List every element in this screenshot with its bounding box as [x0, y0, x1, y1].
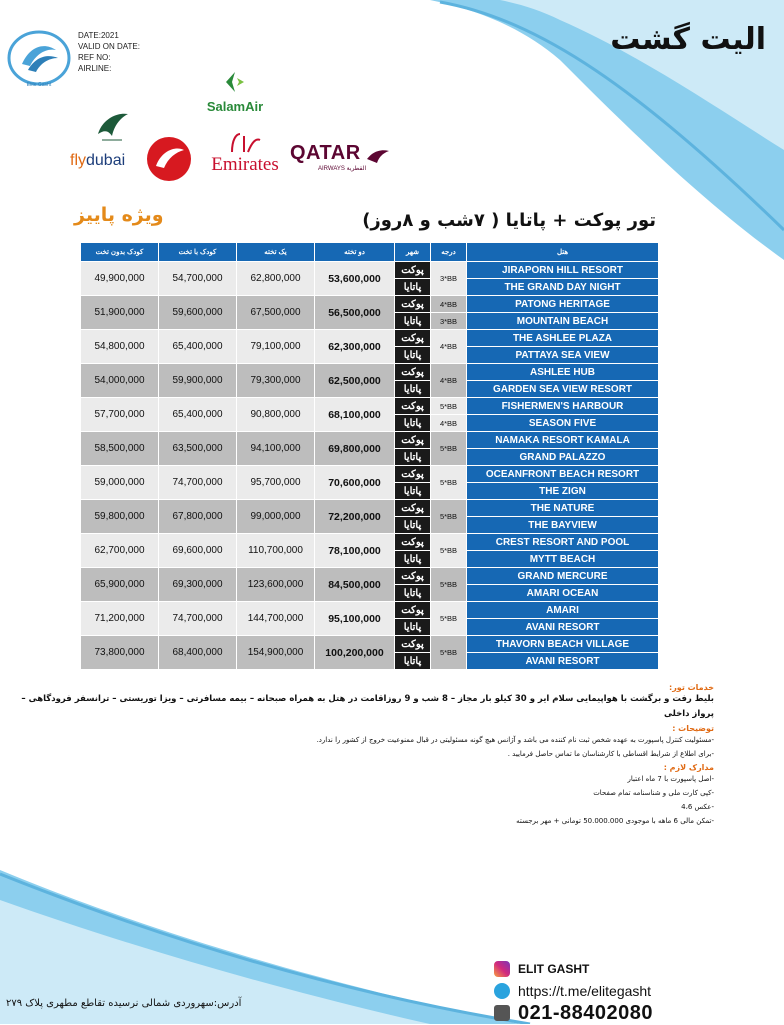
city-cell: پوکت	[395, 398, 431, 415]
city-cell: پوکت	[395, 262, 431, 279]
price-child-no-bed: 73,800,000	[81, 636, 159, 670]
price-single: 62,800,000	[237, 262, 315, 296]
price-child-bed: 54,700,000	[159, 262, 237, 296]
doc-item: -اصل پاسپورت با 7 ماه اعتبار	[627, 775, 714, 783]
instagram-row[interactable]	[494, 958, 653, 980]
price-child-no-bed: 57,700,000	[81, 398, 159, 432]
price-child-no-bed: 65,900,000	[81, 568, 159, 602]
flydubai-dubai: dubai	[86, 152, 126, 169]
meta-valid-on: VALID ON DATE:	[78, 42, 140, 51]
price-child-no-bed: 49,900,000	[81, 262, 159, 296]
price-child-no-bed: 54,800,000	[81, 330, 159, 364]
table-row	[81, 432, 659, 449]
hotel-name: ASHLEE HUB	[467, 364, 659, 381]
hotel-name: FISHERMEN'S HARBOUR	[467, 398, 659, 415]
table-row	[81, 398, 659, 415]
city-cell: پوکت	[395, 534, 431, 551]
table-row	[81, 500, 659, 517]
price-child-bed: 63,500,000	[159, 432, 237, 466]
grade-cell: 5*BB	[431, 432, 467, 466]
city-cell: پاتایا	[395, 415, 431, 432]
grade-cell: 4*BB	[431, 415, 467, 432]
price-double: 72,200,000	[315, 500, 395, 534]
price-single: 79,300,000	[237, 364, 315, 398]
salamair-icon	[222, 70, 248, 94]
price-single: 79,100,000	[237, 330, 315, 364]
price-single: 94,100,000	[237, 432, 315, 466]
city-cell: پاتایا	[395, 449, 431, 466]
grade-cell: 4*BB	[431, 296, 467, 313]
ticket-meta	[78, 30, 140, 74]
price-single: 67,500,000	[237, 296, 315, 330]
price-child-bed: 68,400,000	[159, 636, 237, 670]
city-cell: پوکت	[395, 330, 431, 347]
price-single: 123,600,000	[237, 568, 315, 602]
price-double: 84,500,000	[315, 568, 395, 602]
city-cell: پاتایا	[395, 279, 431, 296]
price-table	[80, 242, 659, 670]
grade-cell: 5*BB	[431, 398, 467, 415]
price-double: 68,100,000	[315, 398, 395, 432]
price-double: 70,600,000	[315, 466, 395, 500]
table-header-row	[81, 243, 659, 262]
price-single: 110,700,000	[237, 534, 315, 568]
emirates-name: Emirates	[211, 154, 279, 175]
price-child-bed: 74,700,000	[159, 602, 237, 636]
grade-cell: 5*BB	[431, 466, 467, 500]
telegram-row[interactable]	[494, 980, 653, 1002]
hotel-name: AMARI OCEAN	[467, 585, 659, 602]
grade-cell: 3*BB	[431, 262, 467, 296]
price-child-bed: 59,600,000	[159, 296, 237, 330]
city-cell: پاتایا	[395, 483, 431, 500]
price-child-no-bed: 54,000,000	[81, 364, 159, 398]
instagram-handle[interactable]: ELIT GASHT	[518, 962, 590, 976]
hotel-name: GRAND PALAZZO	[467, 449, 659, 466]
hotel-name: AMARI	[467, 602, 659, 619]
docs-heading: مدارک لازم :	[663, 763, 714, 772]
hotel-name: AVANI RESORT	[467, 619, 659, 636]
grade-cell: 3*BB	[431, 313, 467, 330]
price-single: 99,000,000	[237, 500, 315, 534]
table-row	[81, 636, 659, 653]
price-child-bed: 65,400,000	[159, 330, 237, 364]
price-double: 62,500,000	[315, 364, 395, 398]
table-row	[81, 262, 659, 279]
hotel-name: PATTAYA SEA VIEW	[467, 347, 659, 364]
hotel-name: NAMAKA RESORT KAMALA	[467, 432, 659, 449]
contact-block	[494, 958, 653, 1024]
city-cell: پاتایا	[395, 585, 431, 602]
table-row	[81, 364, 659, 381]
table-row	[81, 296, 659, 313]
city-cell: پاتایا	[395, 517, 431, 534]
logo-caption: Elite Gasht	[26, 82, 52, 88]
services-text: بلیط رفت و برگشت با هواپیمایی سلام ایر و 30 کیلو بار مجاز – 8 شب و 9 روزاقامت در هتل به همراه صبحانه – بیمه مسافرتی – ویزا توریستی – ترانسفر فرودگاهی – پرواز داخلی	[21, 694, 714, 719]
city-cell: پاتایا	[395, 619, 431, 636]
city-cell: پوکت	[395, 602, 431, 619]
salamair-name: SalamAir	[206, 99, 264, 114]
hotel-name: JIRAPORN HILL RESORT	[467, 262, 659, 279]
address-text: آدرس:سهروردی شمالی نرسیده تقاطع مطهری پلاک ۲۷۹	[6, 998, 242, 1009]
city-cell: پوکت	[395, 296, 431, 313]
city-cell: پاتایا	[395, 313, 431, 330]
salamair-logo	[195, 70, 275, 116]
price-child-no-bed: 59,800,000	[81, 500, 159, 534]
grade-cell: 5*BB	[431, 568, 467, 602]
table-row	[81, 534, 659, 551]
grade-cell: 5*BB	[431, 636, 467, 670]
hotel-name: MOUNTAIN BEACH	[467, 313, 659, 330]
season-label: ویژه پاییز	[74, 204, 164, 226]
bottom-wave-decoration	[0, 830, 784, 1024]
explain-line-1: -مسئولیت کنترل پاسپورت به عهده شخص ثبت نام کننده می باشد و آژانس هیچ گونه مسئولیتی در قبال ممنوعیت خروج از کشور را ندارد.	[316, 736, 714, 744]
price-single: 95,700,000	[237, 466, 315, 500]
meta-ref-no: REF NO:	[78, 53, 111, 62]
telegram-icon	[494, 983, 510, 999]
table-row	[81, 568, 659, 585]
table-row	[81, 466, 659, 483]
services-heading: خدمات تور:	[669, 683, 714, 692]
city-cell: پوکت	[395, 500, 431, 517]
col-hotel: هتل	[467, 243, 659, 262]
phone-icon	[494, 1005, 510, 1021]
price-child-bed: 67,800,000	[159, 500, 237, 534]
hotel-name: THE ASHLEE PLAZA	[467, 330, 659, 347]
qatar-name: QATAR	[290, 142, 361, 164]
table-row	[81, 330, 659, 347]
price-double: 100,200,000	[315, 636, 395, 670]
price-child-no-bed: 71,200,000	[81, 602, 159, 636]
city-cell: پوکت	[395, 568, 431, 585]
grade-cell: 5*BB	[431, 534, 467, 568]
city-cell: پوکت	[395, 466, 431, 483]
price-double: 69,800,000	[315, 432, 395, 466]
qatar-oryx-icon	[365, 145, 391, 165]
instagram-icon	[494, 961, 510, 977]
price-child-bed: 74,700,000	[159, 466, 237, 500]
price-double: 53,600,000	[315, 262, 395, 296]
price-double: 78,100,000	[315, 534, 395, 568]
phone-row[interactable]	[494, 1002, 653, 1024]
price-child-bed: 59,900,000	[159, 364, 237, 398]
price-single: 144,700,000	[237, 602, 315, 636]
hotel-name: THE BAYVIEW	[467, 517, 659, 534]
hotel-name: PATONG HERITAGE	[467, 296, 659, 313]
meta-date: DATE:2021	[78, 31, 119, 40]
qatar-sub: AIRWAYS القطرية	[318, 166, 367, 172]
notes-section	[14, 681, 714, 828]
explain-line-2: -برای اطلاع از شرایط اقساطی با کارشناسان ما تماس حاصل فرمایید .	[507, 750, 714, 758]
doc-item: -تمکن مالی 6 ماهه با موجودی 50.000.000 تومانی + مهر برجسته	[516, 817, 714, 825]
grade-cell: 4*BB	[431, 330, 467, 364]
price-child-no-bed: 51,900,000	[81, 296, 159, 330]
doc-item: -کپی کارت ملی و شناسنامه تمام صفحات	[593, 789, 714, 797]
hotel-name: THE ZIGN	[467, 483, 659, 500]
price-double: 95,100,000	[315, 602, 395, 636]
hotel-name: MYTT BEACH	[467, 551, 659, 568]
price-child-bed: 69,600,000	[159, 534, 237, 568]
city-cell: پاتایا	[395, 551, 431, 568]
city-cell: پوکت	[395, 432, 431, 449]
flydubai-fly: fly	[70, 152, 86, 169]
price-child-no-bed: 59,000,000	[81, 466, 159, 500]
flydubai-logo	[70, 152, 125, 170]
phone-number[interactable]: 021-88402080	[518, 1001, 654, 1024]
hotel-name: AVANI RESORT	[467, 653, 659, 670]
grade-cell: 5*BB	[431, 500, 467, 534]
price-child-no-bed: 62,700,000	[81, 534, 159, 568]
hotel-name: OCEANFRONT BEACH RESORT	[467, 466, 659, 483]
hotel-name: THAVORN BEACH VILLAGE	[467, 636, 659, 653]
city-cell: پاتایا	[395, 381, 431, 398]
emirates-arabic-mark	[226, 130, 266, 154]
tour-title: تور پوکت + پاتایا ( ۷شب و ۸روز)	[362, 210, 656, 231]
brand-title: الیت گشت	[610, 22, 766, 57]
col-single: یک تخته	[237, 243, 315, 262]
iran-air-logo	[92, 106, 132, 146]
price-single: 90,800,000	[237, 398, 315, 432]
emirates-logo	[202, 130, 288, 184]
col-double: دو تخته	[315, 243, 395, 262]
hotel-name: THE GRAND DAY NIGHT	[467, 279, 659, 296]
city-cell: پاتایا	[395, 653, 431, 670]
col-child-no-bed: کودک بدون تخت	[81, 243, 159, 262]
price-child-no-bed: 58,500,000	[81, 432, 159, 466]
hotel-name: SEASON FIVE	[467, 415, 659, 432]
hotel-name: GARDEN SEA VIEW RESORT	[467, 381, 659, 398]
price-double: 56,500,000	[315, 296, 395, 330]
explain-heading: توضیحات :	[672, 724, 714, 733]
turkish-airlines-logo	[146, 136, 192, 182]
col-city: شهر	[395, 243, 431, 262]
price-child-bed: 65,400,000	[159, 398, 237, 432]
col-child-bed: کودک با تخت	[159, 243, 237, 262]
price-child-bed: 69,300,000	[159, 568, 237, 602]
col-grade: درجه	[431, 243, 467, 262]
telegram-link[interactable]: https://t.me/elitegasht	[518, 983, 652, 999]
price-double: 62,300,000	[315, 330, 395, 364]
elite-gasht-logo	[6, 28, 72, 90]
city-cell: پوکت	[395, 364, 431, 381]
hotel-name: GRAND MERCURE	[467, 568, 659, 585]
qatar-airways-logo	[290, 142, 400, 176]
grade-cell: 4*BB	[431, 364, 467, 398]
hotel-name: CREST RESORT AND POOL	[467, 534, 659, 551]
table-row	[81, 602, 659, 619]
doc-item: -عکس 4،6	[681, 803, 714, 811]
city-cell: پاتایا	[395, 347, 431, 364]
hotel-name: THE NATURE	[467, 500, 659, 517]
city-cell: پوکت	[395, 636, 431, 653]
meta-airline: AIRLINE:	[78, 64, 112, 73]
grade-cell: 5*BB	[431, 602, 467, 636]
price-single: 154,900,000	[237, 636, 315, 670]
